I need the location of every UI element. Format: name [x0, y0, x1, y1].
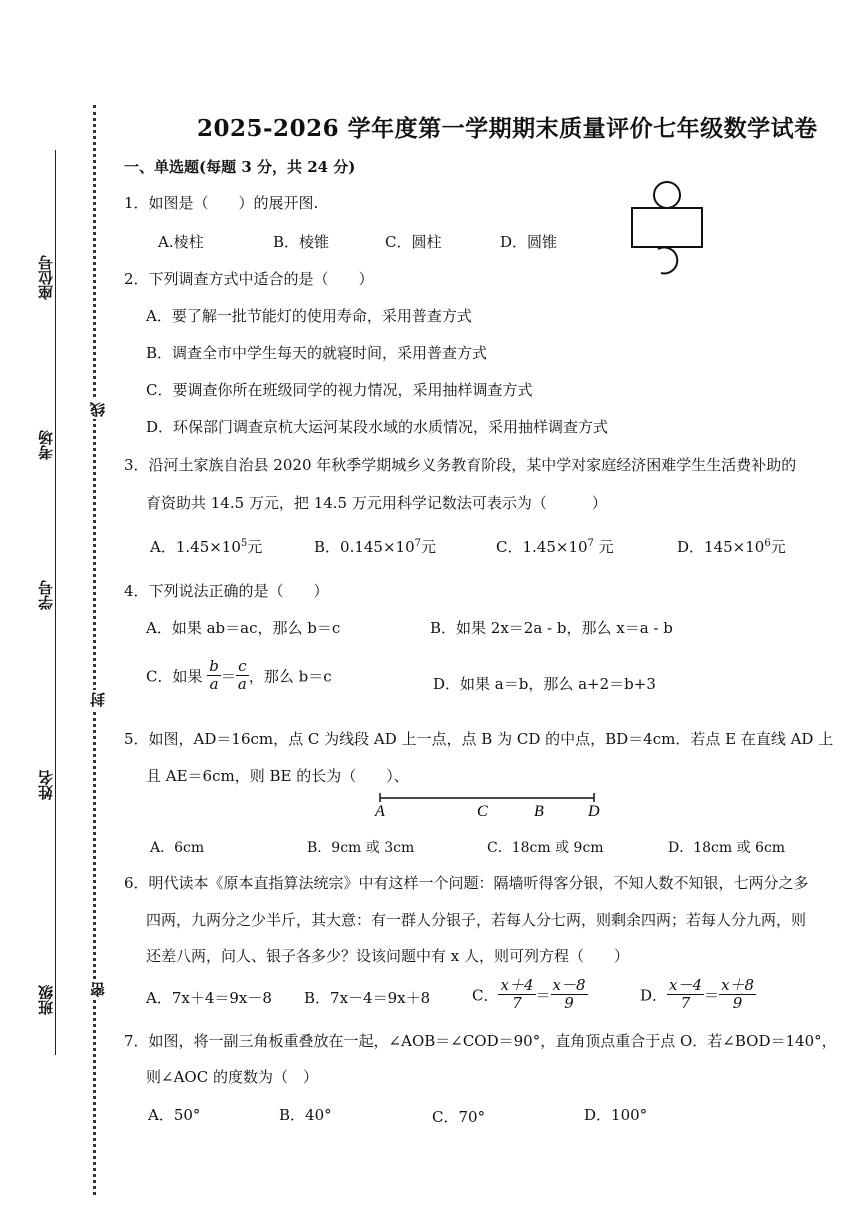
q6-option-b: B．7x－4＝9x＋8 [304, 989, 431, 1007]
q5-stem-line2: 且 AE＝6cm，则 BE 的长为（ ）、 [146, 767, 409, 785]
q6d-frac1-num: x－4 [669, 976, 703, 994]
q3-stem-line2: 育资助共 14.5 万元，把 14.5 万元用科学记数法可表示为（ ） [146, 494, 607, 512]
q7-option-b: B．40° [279, 1106, 332, 1124]
q6-option-c: C． $\frac{x+4}{7}$ ＝ $\frac{x-8}{9}$ [472, 976, 586, 1013]
sidebar-field-student-id: 学号 [37, 580, 55, 610]
q7-option-c: C．70° [432, 1108, 486, 1126]
q7-option-a: A．50° [148, 1106, 201, 1124]
q2-option-c: C．要调查你所在班级同学的视力情况，采用抽样调查方式 [146, 381, 533, 399]
page-title: 2025-2026 学年度第一学期期末质量评价七年级数学试卷 [197, 115, 818, 142]
point-label-b: B [534, 803, 544, 820]
q4-option-b: B．如果 2x＝2a - b，那么 x＝a - b [430, 619, 673, 637]
q5-option-d: D．18cm 或 6cm [668, 840, 786, 856]
point-label-c: C [477, 803, 488, 820]
segment-ad-figure [372, 790, 604, 820]
sidebar-field-class: 班级 [37, 985, 55, 1015]
q4-option-a: A．如果 ab＝ac，那么 b＝c [146, 619, 341, 637]
q2-option-b: B．调查全市中学生每天的就寝时间，采用普查方式 [146, 344, 488, 362]
q1-option-b: B．棱锥 [273, 233, 330, 251]
point-label-a: A [375, 803, 385, 820]
q6c-frac1-den: 7 [512, 994, 522, 1013]
q5-stem-line1: 5．如图，AD＝16cm，点 C 为线段 AD 上一点，点 B 为 CD 的中点，BD＝4cm．若点 E 在直线 AD 上 [124, 730, 834, 748]
q4-option-c: C．如果 $\frac{b}{a}$ ＝ $\frac{c}{a}$ ，那么 b＝c [146, 657, 332, 694]
q6d-frac2-num: x＋8 [721, 976, 755, 994]
q2-option-d: D．环保部门调查京杭大运河某段水域的水质情况，采用抽样调查方式 [146, 418, 609, 436]
q5-option-c: C．18cm 或 9cm [487, 840, 604, 856]
section-heading: 一、单选题(每题 3 分，共 24 分) [124, 158, 356, 176]
q6c-frac2-num: x－8 [552, 976, 586, 994]
q6d-frac2-den: 9 [732, 994, 743, 1013]
q6-stem-line1: 6．明代读本《原本直指算法统宗》中有这样一个问题：隔墙听得客分银，不知人数不知银，七两分之多 [124, 874, 809, 892]
q1-option-a: A.棱柱 [158, 233, 204, 251]
q2-option-a: A．要了解一批节能灯的使用寿命，采用普查方式 [146, 307, 472, 325]
q7-stem-line1: 7．如图，将一副三角板重叠放在一起，∠AOB＝∠COD＝90°，直角顶点重合于点 O．若∠BOD＝140°， [124, 1032, 837, 1050]
q2-stem: 2．下列调查方式中适合的是（ ） [124, 270, 374, 288]
binding-dotted-line [93, 105, 96, 1195]
sidebar-field-seat: 座位号 [37, 255, 55, 300]
q3-option-a: A．$1.45\times 10^5$元 [150, 538, 263, 556]
q6-option-d: D． $\frac{x-4}{7}$ ＝ $\frac{x+8}{9}$ [640, 976, 755, 1013]
q5-option-a: A．6cm [150, 840, 205, 856]
q6d-frac1-den: 7 [680, 994, 691, 1013]
q4-stem: 4．下列说法正确的是（ ） [124, 582, 329, 600]
q6-stem-line3: 还差八两，问人、银子各多少？设该问题中有 x 人，则可列方程（ ） [146, 947, 629, 965]
q4-frac2-num: c [238, 657, 247, 675]
binding-mark-secret: 密 [89, 982, 107, 997]
q3-option-c: C．$1.45\times 10^7$ 元 [496, 538, 614, 556]
binding-mark-seal: 封 [89, 692, 107, 707]
q7-option-d: D．100° [584, 1106, 648, 1124]
cylinder-net-figure [625, 176, 715, 276]
q1-stem: 1．如图是（ ）的展开图. [124, 194, 319, 212]
q3-stem-line1: 3．沿河土家族自治县 2020 年秋季学期城乡义务教育阶段，某中学对家庭经济困难学生生活费补助的 [124, 456, 797, 474]
q4-frac1-den: a [209, 675, 219, 694]
q6c-frac1-num: x＋4 [500, 976, 534, 994]
binding-mark-line: 线 [89, 402, 107, 417]
q4-option-d: D．如果 a＝b，那么 a+2＝b+3 [433, 675, 656, 693]
sidebar-field-exam-room: 考场 [37, 430, 55, 460]
q4-frac2-den: a [237, 675, 247, 694]
sidebar-field-name: 姓名 [37, 770, 55, 800]
q6-stem-line2: 四两，九两分之少半斤，其大意：有一群人分银子，若每人分七两，则剩余四两；若每人分九两，则 [146, 911, 807, 929]
q3-option-b: B．$0.145\times 10^7$元 [314, 538, 437, 556]
q5-option-b: B．9cm 或 3cm [307, 840, 415, 856]
q6c-frac2-den: 9 [564, 994, 574, 1013]
q1-option-d: D．圆锥 [500, 233, 558, 251]
q6-option-a: A．7x＋4＝9x－8 [146, 989, 272, 1007]
point-label-d: D [588, 803, 600, 820]
q7-stem-line2: 则∠AOC 的度数为（ ） [146, 1068, 318, 1086]
q1-option-c: C．圆柱 [385, 233, 442, 251]
q4-frac1-num: b [209, 657, 219, 675]
q3-option-d: D．$145\times 10^6$元 [677, 538, 786, 556]
